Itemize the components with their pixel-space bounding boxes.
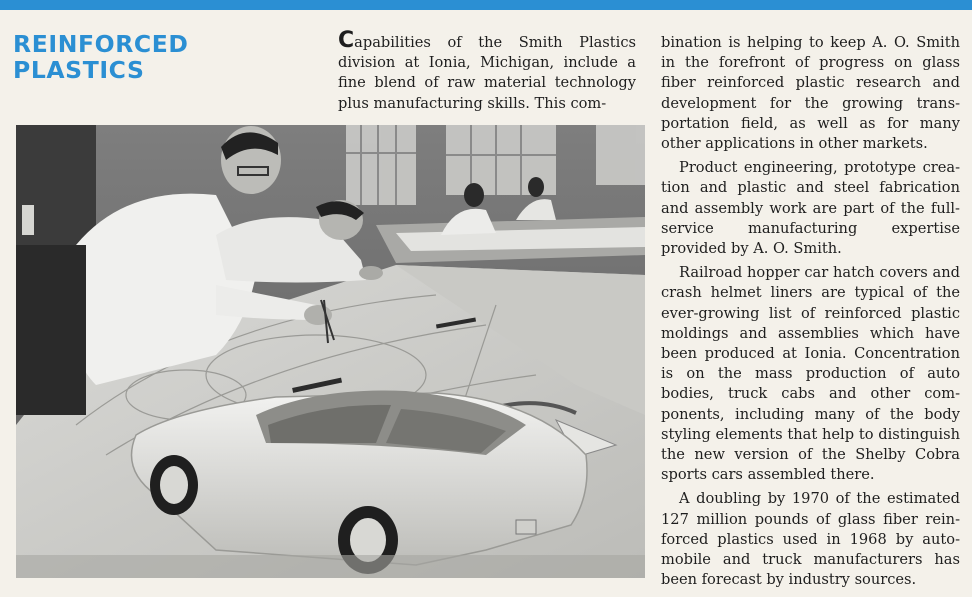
- intro-paragraph: [338, 28, 636, 114]
- body-column-middle: [338, 28, 636, 114]
- design-studio-photo: [16, 125, 645, 578]
- paragraph-3: Railroad hopper car hatch covers and crash helmet liners are typical of the ever-growing list of reinforced plastic moldings and assemblies which have been produced at Ionia. Concentration is on the mass production of auto bodies, truck cabs and other components, including many of the body styling elements that help to distinguish the new version of the Shelby Cobra sports cars assembled there.: [661, 264, 960, 484]
- paragraph-1: bination is helping to keep A. O. Smith in the forefront of progress on glass fiber reinforced plastic research and development for the growing transportation field, as well as for many other applications in other markets.: [661, 34, 960, 153]
- heading-line-2: PLASTICS: [13, 56, 145, 84]
- body-column-right: [661, 33, 960, 590]
- photo-illustration: [16, 125, 645, 578]
- page-heading: [13, 31, 313, 83]
- paragraph-4: A doubling by 1970 of the estimated 127 million pounds of glass fiber reinforced plastics used in 1968 by automobile and truck manufacturers has been forecast by industry sources.: [661, 490, 960, 589]
- drop-cap-letter: C: [338, 28, 355, 53]
- top-accent-bar: [0, 0, 972, 10]
- paragraph-2: Product engineering, prototype creation and plastic and steel fabrication and assembly work are part of the full-service manufacturing expertise provided by A. O. Smith.: [661, 159, 960, 258]
- intro-paragraph-text: apabilities of the Smith Plastics division at Ionia, Michigan, include a fine blend of raw material technology plus manufacturing skills. This com-: [338, 34, 636, 112]
- heading-line-1: REINFORCED: [13, 30, 189, 58]
